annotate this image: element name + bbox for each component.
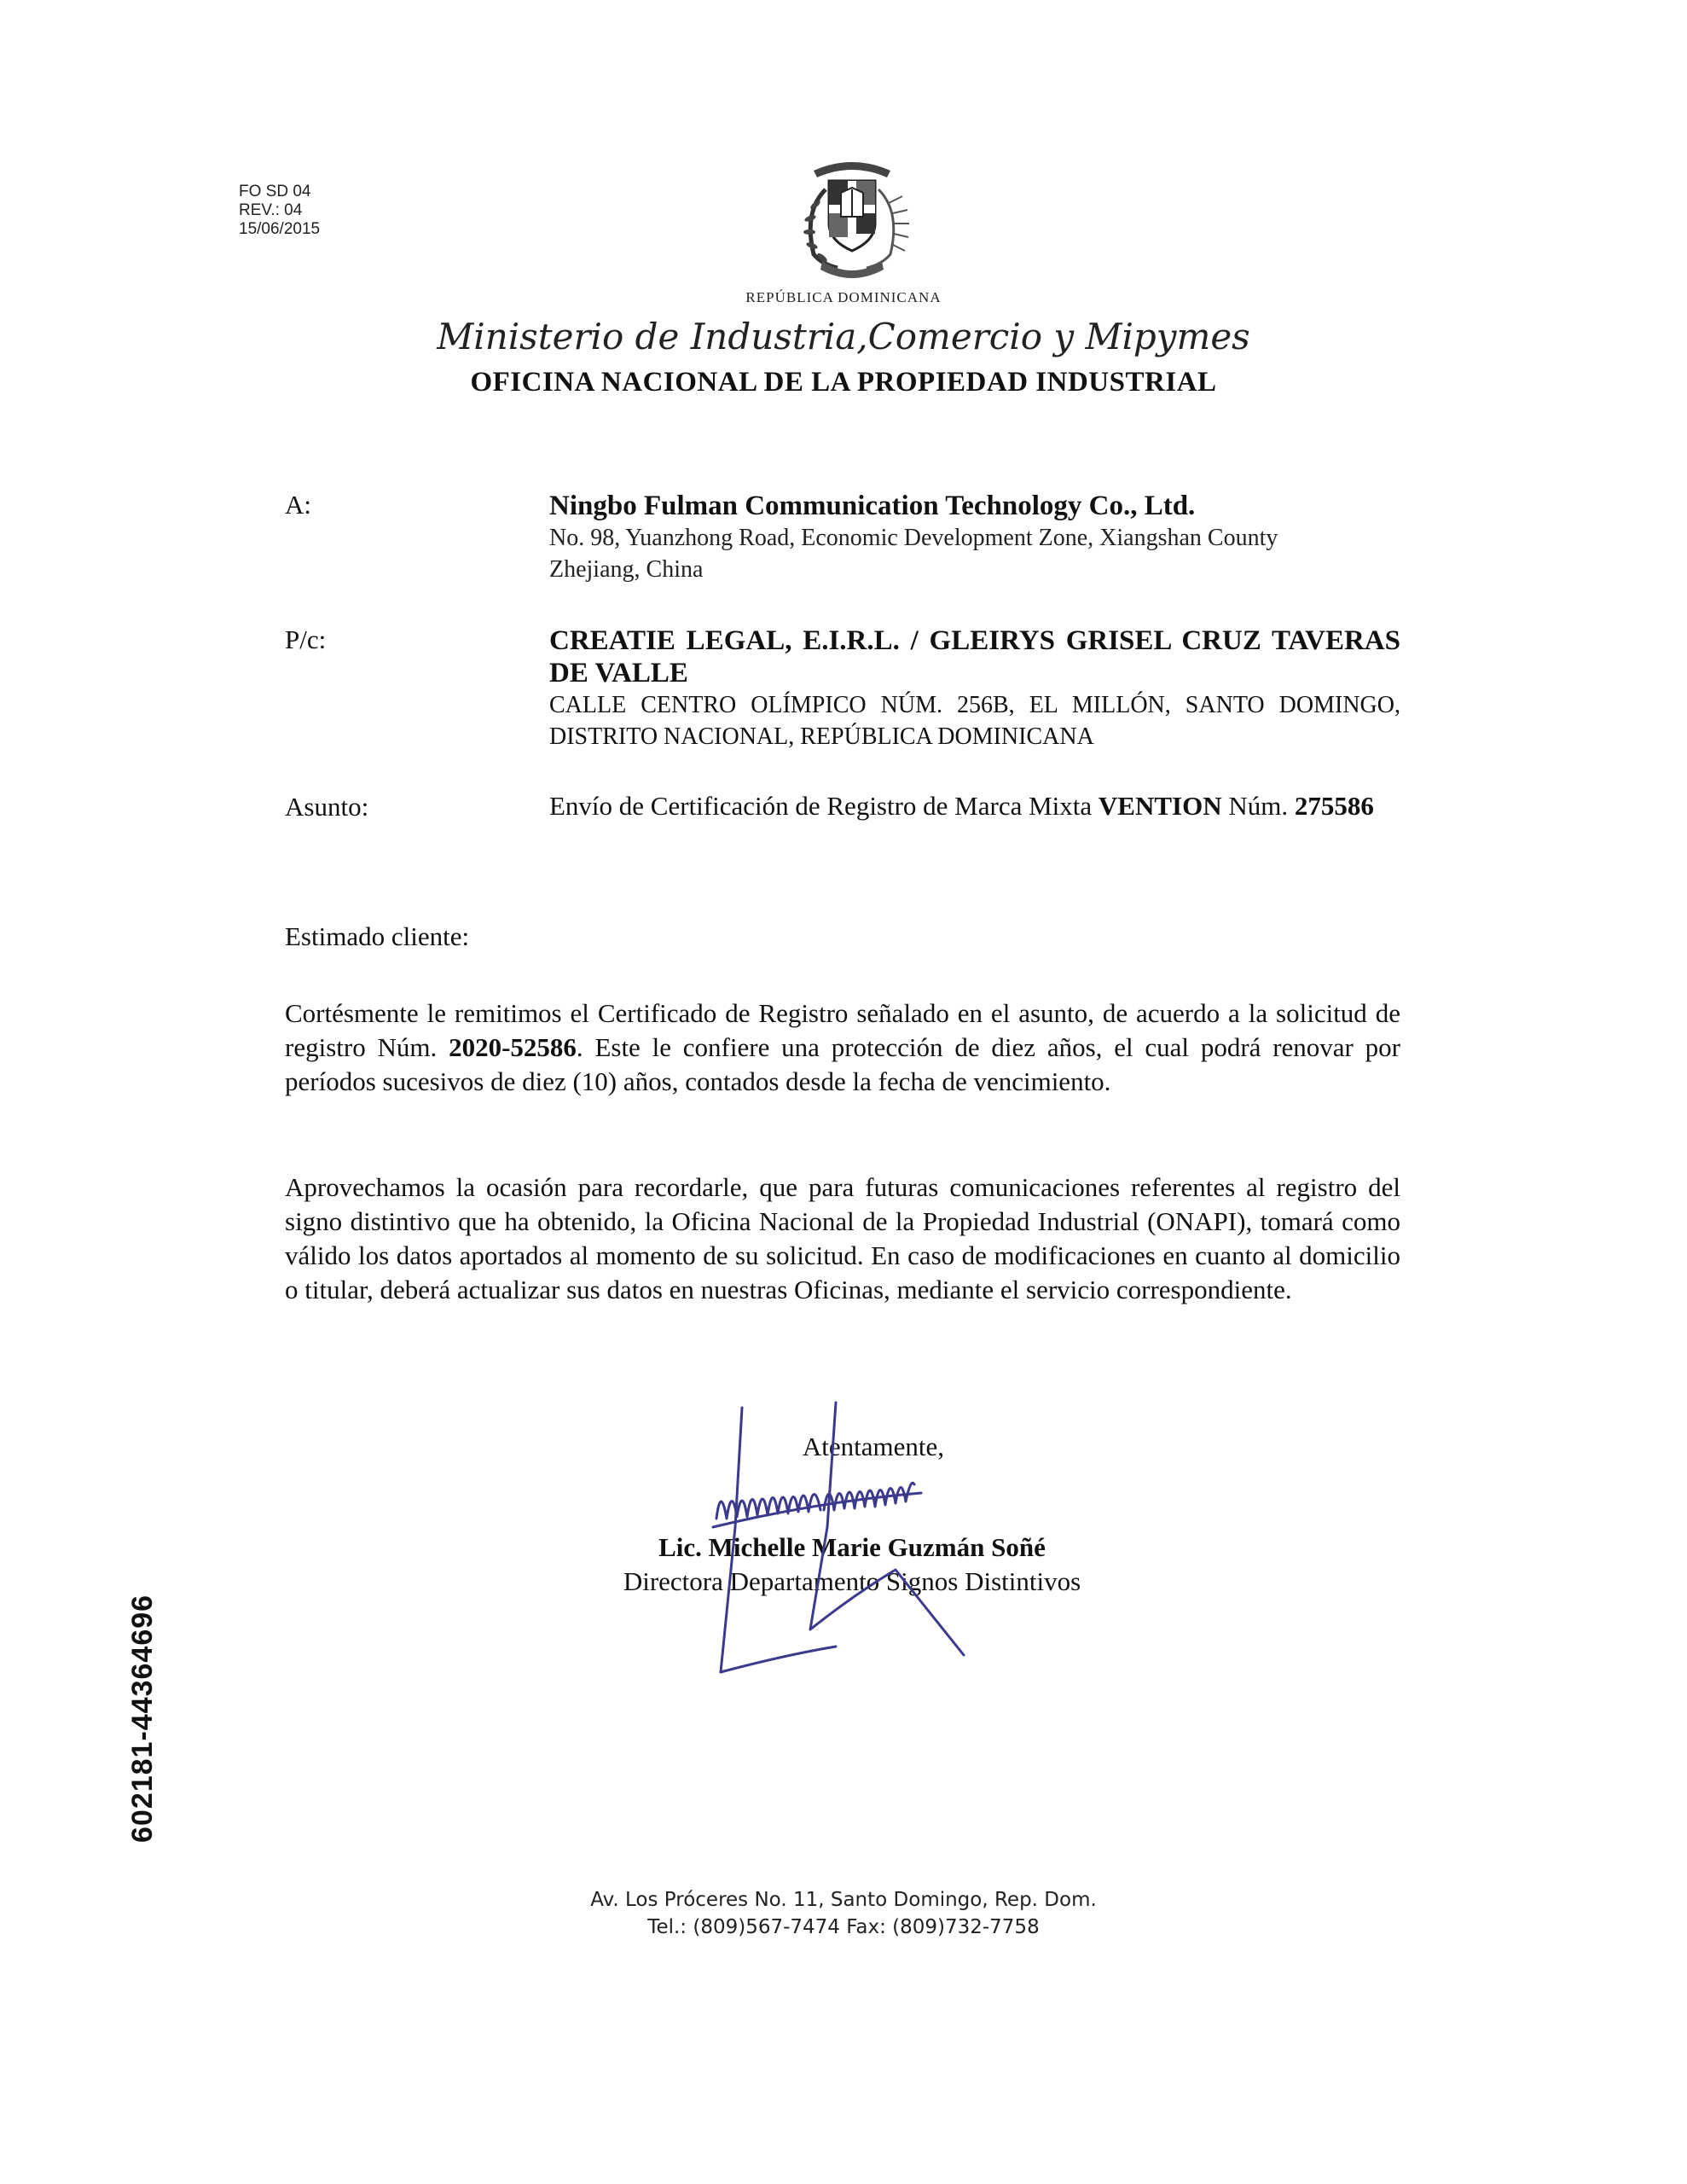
signer-name: Lic. Michelle Marie Guzmán Soñé [658, 1532, 1046, 1562]
recipient-block [549, 490, 1400, 585]
subject-num-label: Núm. [1221, 791, 1295, 821]
office-name: OFICINA NACIONAL DE LA PROPIEDAD INDUSTRIAL [470, 367, 1217, 398]
footer-phones: Tel.: (809)567-7474 Fax: (809)732-7758 [647, 1916, 1040, 1938]
recipient-label: A: [285, 490, 311, 520]
ministry-name: Ministerio de Industria,Comercio y Mipymes [437, 316, 1250, 357]
paragraph-1-start: Cortésmente le remitimos el Certificado de Registro señalado en el asunto, de acuerdo a la solicitud de registro Núm. [285, 998, 1400, 1062]
recipient-address-line2: Zhejiang, China [549, 556, 704, 583]
application-number: 2020-52586 [449, 1032, 577, 1062]
form-code: FO SD 04 [239, 183, 311, 200]
recipient-name: Ningbo Fulman Communication Technology Co., Ltd. [549, 491, 1196, 521]
agent-address: CALLE CENTRO OLÍMPICO NÚM. 256B, EL MILLÓN, SANTO DOMINGO, DISTRITO NACIONAL, REPÚBLICA DOMINICANA [549, 692, 1400, 750]
subject-mark: VENTION [1098, 791, 1222, 821]
agent-block [549, 624, 1400, 752]
handwritten-signature [682, 1399, 1041, 1689]
form-date: 15/06/2015 [239, 220, 321, 238]
form-revision: REV.: 04 [239, 201, 303, 219]
subject-prefix: Envío de Certificación de Registro de Marca Mixta [549, 791, 1099, 821]
form-code-block [239, 183, 320, 239]
subject-text [549, 790, 1400, 822]
salutation: Estimado cliente: [285, 921, 470, 951]
signer-title: Directora Departamento Signos Distintivos [623, 1566, 1081, 1596]
paragraph-1 [285, 996, 1400, 1099]
subject-number: 275586 [1294, 791, 1374, 821]
paragraph-2: Aprovechamos la ocasión para recordarle, que para futuras comunicaciones referentes al registro del signo distintivo que ha obtenido, la Oficina Nacional de la Propiedad Industrial (ONAPI), tomará como válido los datos aportados al momento de su solicitud. En caso de modificaciones en cuanto al domicilio o titular, deberá actualizar sus datos en nuestras Oficinas, mediante el servicio correspondiente. [285, 1172, 1400, 1304]
paragraph-1-end: . Este le confiere una protección de diez años, el cual podrá renovar por períodos sucesivos de diez (10) años, contados desde la fecha de vencimiento. [285, 1032, 1401, 1096]
agent-label: P/c: [285, 624, 327, 654]
country-name: REPÚBLICA DOMINICANA [745, 289, 942, 305]
subject-label: Asunto: [285, 792, 369, 822]
side-reference-code: 602181-44364696 [126, 1594, 159, 1843]
footer-address: Av. Los Próceres No. 11, Santo Domingo, Rep. Dom. [590, 1889, 1097, 1911]
closing-text: Atentamente, [802, 1432, 945, 1461]
recipient-address-line1: No. 98, Yuanzhong Road, Economic Development Zone, Xiangshan County [549, 525, 1278, 551]
agent-name: CREATIE LEGAL, E.I.R.L. / GLEIRYS GRISEL CRUZ TAVERAS DE VALLE [549, 625, 1400, 688]
coat-of-arms-icon [788, 152, 916, 285]
